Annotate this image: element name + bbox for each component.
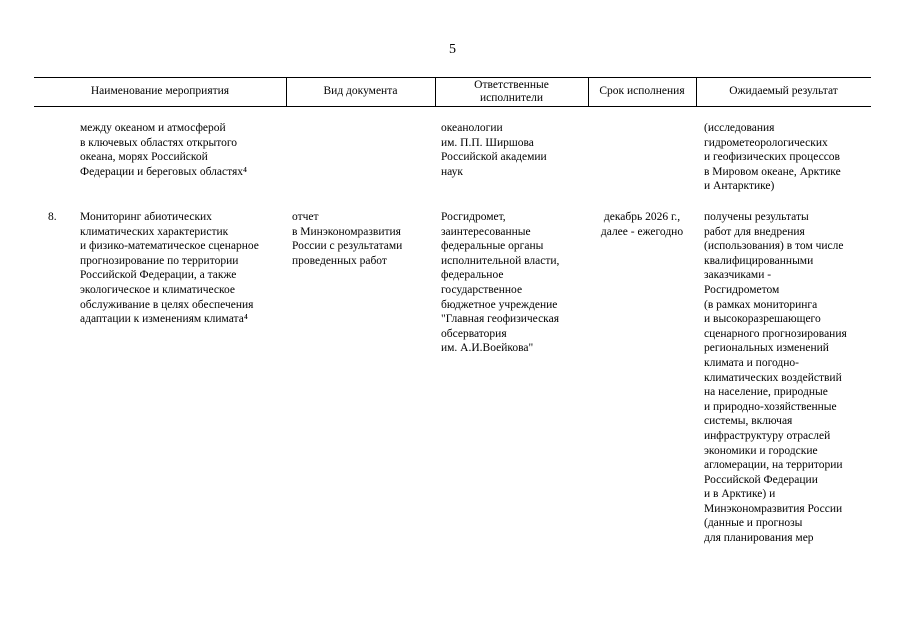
text-line: им. А.И.Воейкова" bbox=[441, 342, 534, 355]
text-line: инфраструктуру отраслей bbox=[704, 429, 831, 442]
text-line: наук bbox=[441, 165, 464, 178]
text-line: федеральные органы bbox=[441, 240, 544, 253]
text-line: в Мировом океане, Арктике bbox=[704, 165, 841, 178]
text-line: и высокоразрешающего bbox=[704, 313, 821, 326]
text-line: России с результатами bbox=[292, 240, 403, 253]
text-line: на население, природные bbox=[704, 386, 828, 399]
text-line: экономики и городские bbox=[704, 444, 818, 457]
text-line: и природно-хозяйственные bbox=[704, 400, 837, 413]
row-1-deadline-cell bbox=[588, 210, 696, 239]
row-1-responsible-cell bbox=[441, 210, 559, 356]
text-line: между океаном и атмосферой bbox=[80, 122, 226, 134]
text-line: и физико-математическое сценарное bbox=[80, 240, 259, 253]
text-line: проведенных работ bbox=[292, 254, 387, 267]
header-doc-type: Вид документа bbox=[323, 85, 398, 97]
text-line: гидрометеорологических bbox=[704, 136, 828, 149]
text-line: океана, морях Российской bbox=[80, 151, 208, 164]
text-line: заинтересованные bbox=[441, 225, 531, 238]
header-expected-result: Ожидаемый результат bbox=[729, 85, 838, 97]
row-0-responsible-cell bbox=[441, 121, 547, 179]
text-line: работ для внедрения bbox=[704, 225, 805, 238]
text-line: Российской Федерации bbox=[704, 473, 818, 486]
text-line: экологическое и климатическое bbox=[80, 283, 236, 296]
page-number: 5 bbox=[449, 42, 456, 57]
row-1-doc-type-cell bbox=[292, 210, 402, 268]
text-line: Мониторинг абиотических bbox=[80, 211, 212, 223]
text-line: (использования) в том числе bbox=[704, 240, 844, 253]
text-line: (исследования bbox=[704, 122, 775, 134]
text-line: Российской Федерации, а также bbox=[80, 269, 237, 282]
text-line: агломерации, на территории bbox=[704, 459, 843, 472]
text-line: адаптации к изменениям климата⁴ bbox=[80, 313, 248, 326]
text-line: декабрь 2026 г., bbox=[603, 211, 681, 223]
text-line: Росгидрометом bbox=[704, 283, 780, 296]
text-line: государственное bbox=[441, 283, 523, 296]
text-line: бюджетное учреждение bbox=[441, 298, 558, 311]
text-line: квалифицированными bbox=[704, 254, 814, 267]
text-line: и в Арктике) и bbox=[704, 488, 776, 501]
text-line: климатических воздействий bbox=[704, 371, 842, 384]
text-line: отчет bbox=[292, 211, 319, 223]
text-line: в Минэкономразвития bbox=[292, 225, 401, 238]
text-line: (данные и прогнозы bbox=[704, 517, 803, 530]
text-line: Федерации и береговых областях⁴ bbox=[80, 165, 248, 178]
header-deadline: Срок исполнения bbox=[599, 85, 685, 97]
row-1-number: 8. bbox=[48, 211, 57, 223]
text-line: (в рамках мониторинга bbox=[704, 298, 818, 311]
row-0-name-cell bbox=[80, 121, 247, 179]
header-responsible-line: исполнители bbox=[479, 91, 544, 104]
text-line: Минэкономразвития России bbox=[704, 502, 843, 515]
row-1-name-cell bbox=[80, 210, 259, 327]
text-line: им. П.П. Ширшова bbox=[441, 136, 534, 149]
text-line: климата и погодно- bbox=[704, 356, 799, 369]
text-line: и Антарктике) bbox=[704, 180, 775, 193]
text-line: исполнительной власти, bbox=[441, 254, 560, 267]
table-header-bottom-rule bbox=[34, 106, 871, 107]
text-line: далее - ежегодно bbox=[600, 225, 684, 238]
text-line: сценарного прогнозирования bbox=[704, 327, 847, 340]
row-1-result-cell bbox=[704, 210, 847, 546]
row-0-result-cell bbox=[704, 121, 841, 194]
text-line: региональных изменений bbox=[704, 342, 829, 355]
header-responsible-line: Ответственные bbox=[474, 78, 549, 91]
text-line: океанологии bbox=[441, 122, 503, 134]
text-line: заказчиками - bbox=[704, 269, 772, 282]
text-line: и геофизических процессов bbox=[704, 151, 840, 164]
text-line: системы, включая bbox=[704, 415, 793, 428]
text-line: Росгидромет, bbox=[441, 211, 506, 223]
text-line: для планирования мер bbox=[704, 532, 814, 545]
text-line: "Главная геофизическая bbox=[441, 313, 559, 326]
text-line: прогнозирование по территории bbox=[80, 254, 239, 267]
text-line: в ключевых областях открытого bbox=[80, 136, 237, 149]
text-line: климатических характеристик bbox=[80, 225, 229, 238]
text-line: обсерватория bbox=[441, 327, 507, 340]
text-line: Российской академии bbox=[441, 151, 547, 164]
text-line: получены результаты bbox=[704, 211, 809, 223]
header-responsible bbox=[435, 77, 588, 106]
text-line: федеральное bbox=[441, 269, 504, 282]
header-event-name: Наименование мероприятия bbox=[90, 85, 230, 97]
text-line: обслуживание в целях обеспечения bbox=[80, 298, 254, 311]
